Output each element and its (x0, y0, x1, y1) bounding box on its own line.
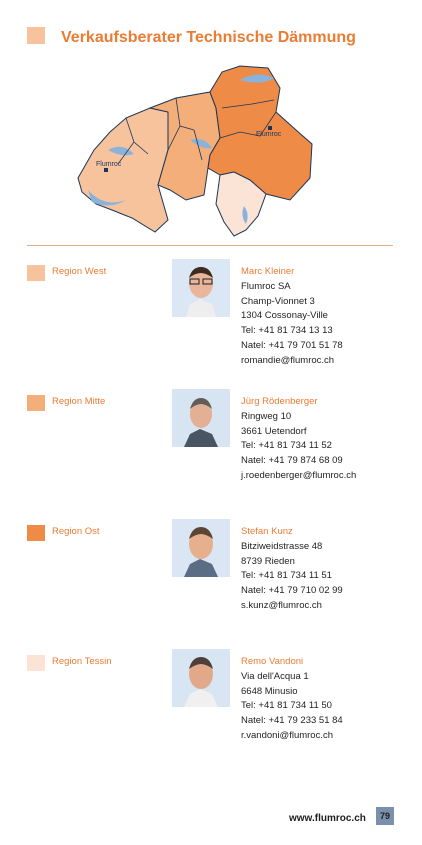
footer-website: www.flumroc.ch (289, 813, 366, 824)
contact-phone: Tel: +41 81 734 11 51 (241, 570, 332, 582)
contact-mobile: Natel: +41 79 710 02 99 (241, 585, 343, 597)
svg-text:Flumroc: Flumroc (96, 161, 122, 168)
portrait-photo (172, 389, 230, 447)
region-row-mitte (0, 395, 422, 505)
contact-email: romandie@flumroc.ch (241, 354, 335, 366)
region-color-swatch (27, 525, 45, 541)
contact-street: Via dell'Acqua 1 (241, 670, 309, 682)
contact-email: j.roedenberger@flumroc.ch (241, 469, 357, 481)
contact-street: Champ-Vionnet 3 (241, 295, 315, 307)
contact-details (241, 655, 411, 744)
svg-text:Flumroc: Flumroc (256, 131, 282, 138)
page-number: 79 (376, 807, 394, 825)
portrait-photo (172, 259, 230, 317)
contact-details (241, 265, 411, 369)
contact-name: Stefan Kunz (241, 526, 293, 537)
contact-city: 1304 Cossonay-Ville (241, 310, 328, 322)
page-title: Verkaufsberater Technische Dämmung (61, 29, 356, 46)
contact-portrait (172, 519, 230, 577)
contact-portrait (172, 389, 230, 447)
region-label: Region Ost (52, 526, 100, 537)
contact-city: 8739 Rieden (241, 555, 295, 567)
contact-city: 3661 Uetendorf (241, 425, 307, 437)
contact-details (241, 395, 411, 484)
map-region-west (78, 108, 168, 232)
portrait-photo (172, 519, 230, 577)
region-label: Region Mitte (52, 396, 106, 407)
contact-street: Bitziweidstrasse 48 (241, 540, 323, 552)
region-row-west (0, 265, 422, 375)
region-row-ost (0, 525, 422, 635)
portrait-photo (172, 649, 230, 707)
contact-email: r.vandoni@flumroc.ch (241, 729, 334, 741)
contact-portrait (172, 259, 230, 317)
contact-mobile: Natel: +41 79 233 51 84 (241, 715, 343, 727)
contact-street: Ringweg 10 (241, 410, 292, 422)
switzerland-map-image (70, 60, 360, 240)
section-divider (27, 245, 393, 246)
contact-email: s.kunz@flumroc.ch (241, 599, 322, 611)
contact-phone: Tel: +41 81 734 11 52 (241, 440, 332, 452)
title-marker (27, 27, 45, 44)
region-color-swatch (27, 655, 45, 671)
region-label: Region Tessin (52, 656, 112, 667)
region-row-tessin (0, 655, 422, 765)
contact-name: Marc Kleiner (241, 266, 295, 277)
region-color-swatch (27, 395, 45, 411)
contact-name: Remo Vandoni (241, 656, 304, 667)
contact-details (241, 525, 411, 614)
contact-company: Flumroc SA (241, 280, 291, 292)
contact-portrait (172, 649, 230, 707)
contact-phone: Tel: +41 81 734 13 13 (241, 325, 333, 337)
contact-mobile: Natel: +41 79 874 68 09 (241, 455, 343, 467)
contact-name: Jürg Rödenberger (241, 396, 318, 407)
region-color-swatch (27, 265, 45, 281)
contact-mobile: Natel: +41 79 701 51 78 (241, 339, 343, 351)
contact-phone: Tel: +41 81 734 11 50 (241, 700, 332, 712)
region-label: Region West (52, 266, 107, 277)
contact-city: 6648 Minusio (241, 685, 298, 697)
switzerland-region-map (70, 60, 360, 240)
